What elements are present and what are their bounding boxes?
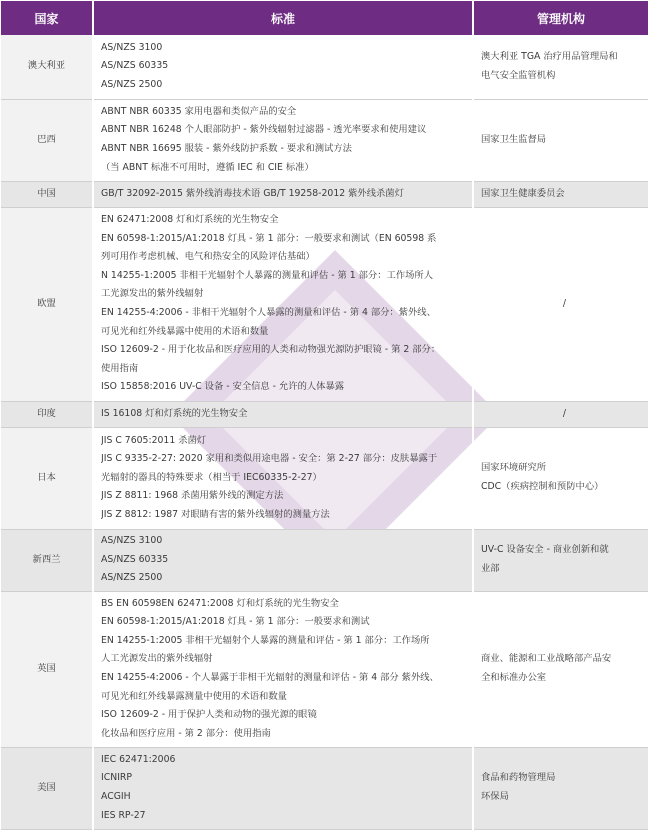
standard-line: 使用指南 [101,362,139,374]
table-header-row [1,1,648,35]
standard-line: GB/T 32092-2015 紫外线消毒技术语 GB/T 19258-2012 紫外线杀菌灯 [101,187,404,199]
standard-line: ICNIRP [101,772,132,784]
agency-line: 澳大利亚 TGA 治疗用品管理局和 [481,51,618,63]
country-cell: 日本 [1,427,93,529]
agency-cell [473,99,648,181]
table-body [1,35,648,829]
standard-line: JIS Z 8812: 1987 对眼睛有害的紫外线辐射的测量方法 [101,508,330,520]
header-standard: 标准 [93,1,473,35]
country-cell: 印度 [1,401,93,427]
agency-line: 国家卫生健康委员会 [481,187,565,199]
table-row [1,529,648,591]
agency-line: 全和标准办公室 [481,672,547,683]
table-row [1,427,648,529]
agency-line: 商业、能源和工业战略部产品安 [481,653,612,665]
standard-line: 可见光和红外线暴露测量中使用的术语和数量 [101,690,287,702]
standard-line: ISO 15858:2016 UV-C 设备 - 安全信息 - 允许的人体暴露 [101,381,345,393]
agency-line: CDC（疾病控制和预防中心） [481,481,604,492]
country-cell: 澳大利亚 [1,35,93,99]
country-cell: 欧盟 [1,207,93,401]
standard-line: AS/NZS 2500 [101,79,163,91]
agency-line: 环保局 [481,791,509,802]
standards-cell [93,181,473,207]
standard-line: AS/NZS 3100 [101,535,163,547]
table-row [1,207,648,401]
header-country: 国家 [1,1,93,35]
standard-line: EN 14255-4:2006 - 个人暴露于非相干光辐射的测量和评估 - 第 4 部分 紫外线、 [101,672,439,683]
standards-cell [93,35,473,99]
agency-cell [473,427,648,529]
standard-line: IS 16108 灯和灯系统的光生物安全 [101,407,248,419]
standard-line: 光辐射的器具的特殊要求（相当于 IEC60335-2-27） [101,471,322,483]
table-row [1,747,648,829]
standard-line: JIS C 9335-2-27: 2020 家用和类似用途电器 - 安全：第 2-27 部分：皮肤暴露于 [101,453,438,465]
agency-cell [473,529,648,591]
agency-cell [473,181,648,207]
standard-line: 工光源发出的紫外线辐射 [101,288,204,300]
standards-cell [93,747,473,829]
standards-cell [93,529,473,591]
agency-cell [473,591,648,747]
agency-line: 食品和药物管理局 [481,772,556,784]
standard-line: （当 ABNT 标准不可用时，遵循 IEC 和 CIE 标准） [101,161,314,173]
standard-line: ABNT NBR 60335 家用电器和类似产品的安全 [101,105,297,117]
country-cell: 中国 [1,181,93,207]
table-row [1,401,648,427]
standards-cell [93,207,473,401]
standard-line: EN 60598-1:2015/A1:2018 灯具 - 第 1 部分：一般要求和测试（EN 60598 系 [101,232,437,244]
header-agency: 管理机构 [473,1,648,35]
standard-line: EN 14255-4:2006 - 非相干光辐射个人暴露的测量和评估 - 第 4 部分：紫外线、 [101,307,436,318]
standard-line: BS EN 60598EN 62471:2008 灯和灯系统的光生物安全 [101,597,339,609]
agency-line: 电气安全监管机构 [481,69,556,81]
table-row [1,181,648,207]
standard-line: 人工光源发出的紫外线辐射 [101,653,213,665]
standard-line: EN 60598-1:2015/A1:2018 灯具 - 第 1 部分：一般要求和测试 [101,616,370,628]
standard-line: AS/NZS 3100 [101,41,163,53]
standard-line: JIS C 7605:2011 杀菌灯 [101,434,207,446]
country-cell: 美国 [1,747,93,829]
agency-line: / [562,297,567,309]
standard-line: AS/NZS 2500 [101,572,163,584]
standard-line: AS/NZS 60335 [101,553,169,565]
agency-cell [473,207,648,401]
standard-line: N 14255-1:2005 非相干光辐射个人暴露的测量和评估 - 第 1 部分：工作场所人 [101,269,434,281]
table-row [1,99,648,181]
standard-line: ISO 12609-2 - 用于保护人类和动物的强光源的眼镜 [101,709,317,721]
standard-line: JIS Z 8811: 1968 杀菌用紫外线的测定方法 [101,490,284,502]
standards-cell [93,427,473,529]
agency-line: 国家卫生监督局 [481,133,547,145]
standards-cell [93,99,473,181]
standard-line: AS/NZS 60335 [101,60,169,72]
standard-line: ISO 12609-2 - 用于化妆品和医疗应用的人类和动物强光源防护眼镜 - 第 2 部分： [101,344,441,356]
country-cell: 英国 [1,591,93,747]
agency-line: / [562,407,567,419]
standard-line: IES RP-27 [101,809,146,821]
country-cell: 巴西 [1,99,93,181]
standard-line: IEC 62471:2006 [101,753,176,765]
standards-table [1,1,648,830]
country-cell: 新西兰 [1,529,93,591]
agency-line: 业部 [481,563,500,574]
agency-cell [473,35,648,99]
standard-line: EN 62471:2008 灯和灯系统的光生物安全 [101,214,279,226]
standard-line: ABNT NBR 16248 个人眼部防护 - 紫外线辐射过滤器 - 透光率要求和使用建议 [101,124,427,136]
standard-line: 可见光和红外线暴露中使用的术语和数量 [101,325,269,337]
agency-line: UV-C 设备安全 - 商业创新和就 [481,544,609,556]
standard-line: ABNT NBR 16695 服装 - 紫外线防护系数 - 要求和测试方法 [101,143,352,154]
agency-cell [473,747,648,829]
standard-line: 列可用作考虑机械、电气和热安全的风险评估基础） [101,251,315,263]
standards-cell [93,591,473,747]
table-row [1,35,648,99]
standards-cell [93,401,473,427]
agency-line: 国家环境研究所 [481,462,547,474]
agency-cell [473,401,648,427]
standard-line: 化妆品和医疗应用 - 第 2 部分：使用指南 [101,727,271,739]
standard-line: ACGIH [101,791,131,802]
table-row [1,591,648,747]
standard-line: EN 14255-1:2005 非相干光辐射个人暴露的测量和评估 - 第 1 部分：工作场所 [101,634,430,646]
